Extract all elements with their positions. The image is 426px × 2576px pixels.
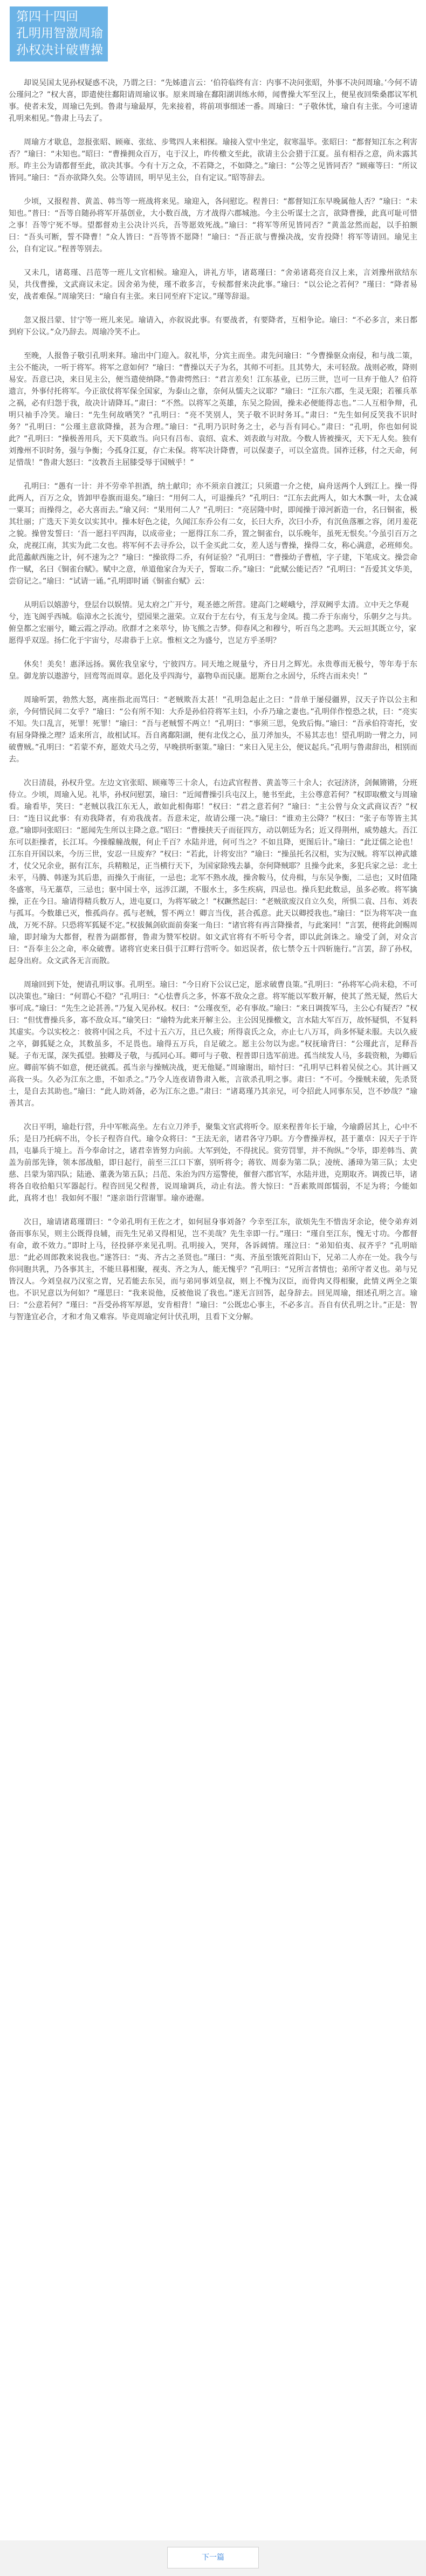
paragraph: 次日平明，瑜赴行营，升中军帐高坐。左右立刀斧手，聚集文官武将听令。原来程普年长于瑜，今瑜爵居其上，心中不乐；是日乃托病不出，令长子程咨自代。瑜令众将曰：“王法无亲，诸君各守乃职。方今曹操弄权，甚于董卓：囚天子于许昌，屯暴兵于境上。吾今奉命讨之，诸君幸皆努力向前。大军到处，不得扰民。赏劳罚罪，并不徇纵。”令毕，即差韩当、黄盖为前部先锋，领本部战船，即日起行，前至三江口下寨，别听将令；蒋钦、周泰为第二队；凌统、潘璋为第三队；太史慈、吕蒙为第四队；陆逊、董袭为第五队；吕范、朱治为四方巡警使，催督六郡官军，水陆并进，克期取齐。调拨已毕，诸将各自收拾船只军器起行。程咨回见父程普，说周瑜调兵，动止有法。普大惊曰：“吾素欺周郎懦弱，不足为将；今能如此，真将才也！我如何不服！”遂亲诣行营谢罪。瑜亦逊谢。 bbox=[9, 1123, 417, 1203]
paragraph: 又未几，诸葛瑾、吕范等一班儿文官相候。瑜迎入，讲礼方毕，诸葛瑾曰：“舍弟诸葛亮自汉上来，言刘豫州欲结东吴，共伐曹操，文武商议未定。因舍弟为使，瑾不敢多言，专候都督来决此事。”瑜曰：“以公论之若何？”瑾曰：“降者易安，战者难保。”周瑜笑曰：“瑜自有主张。来日同至府下定议。”瑾等辞退。 bbox=[9, 269, 417, 301]
paragraph: 少顷，又报程普、黄盖、韩当等一班战将来见。瑜迎入，各问慰讫。程普曰：“都督知江东早晚属他人否？”瑜曰：“未知也。”普曰：“吾等自随孙将军开基创业，大小数百战，方才战得六郡城池。今主公听谋士之言，欲降曹操，此真可耻可惜之事！吾等宁死不辱。望都督劝主公决计兴兵，吾等愿效死战。”瑜曰：“将军等所见皆同否？”黄盖忿然而起，以手拍额曰：“吾头可断，誓不降曹！”众人皆曰：“吾等皆不愿降！”瑜曰：“吾正欲与曹操决战，安肯投降！将军等请回。瑜见主公，自有定议。”程普等别去。 bbox=[9, 197, 417, 254]
paragraph: 忽又报吕蒙、甘宁等一班儿来见。瑜请入，亦叙说此事。有要战者，有要降者，互相争论。瑜曰：“不必多言，来日都到府下公议。”众乃辞去。周瑜冷笑不止。 bbox=[9, 316, 417, 337]
paragraph: 周瑜听罢，勃然大怒，离座指北而骂曰：“老贼欺吾太甚！”孔明急起止之曰：“昔单于屡侵疆界，汉天子许以公主和亲，今何惜民间二女乎？”瑜曰：“公有所不知：大乔是孙伯符将军主妇，小乔乃瑜之妻也。”孔明佯作惶恐之状，曰：“亮实不知。失口乱言，死罪！死罪！”瑜曰：“吾与老贼誓不两立！”孔明曰：“事须三思，免致后悔。”瑜曰：“吾承伯符寄托，安有屈身降操之理？适来所言，故相试耳。吾自离鄱阳湖，便有北伐之心，虽刀斧加头，不易其志也！望孔明助一臂之力，同破曹贼。”孔明曰：“若蒙不弃，愿效犬马之劳，早晚拱听驱策。”瑜曰：“来日入见主公，便议起兵。”孔明与鲁肃辞出，相别而去。 bbox=[9, 696, 417, 764]
paragraph: 休矣！美矣！惠泽远扬。翼佐我皇家兮，宁彼四方。同天地之规量兮，齐日月之辉光。永贵尊而无极兮，等年寿于东皇。御龙旂以遨游兮，回鸾驾而周章。恩化及乎四海兮，嘉物阜而民康。愿斯台之永固兮，乐终古而未央！” bbox=[9, 660, 417, 681]
paragraph: 次日清晨，孙权升堂。左边文官张昭、顾雍等三十余人，右边武官程普、黄盖等三十余人；衣冠济济，剑佩锵锵，分班侍立。少顷，周瑜入见。礼毕，孙权问慰罢，瑜曰：“近闻曹操引兵屯汉上，驰书至此，主公尊意若何？”权即取檄文与周瑜看。瑜看毕，笑曰：“老贼以我江东无人，敢如此相侮耶！”权曰：“君之意若何？”瑜曰：“主公曾与众文武商议否？”权曰：“连日议此事：有劝我降者，有劝我战者。吾意未定，故请公瑾一决。”瑜曰：“谁劝主公降？”权曰：“张子布等皆主其意。”瑜即问张昭曰：“愿闻先生所以主降之意。”昭曰：“曹操挟天子而征四方，动以朝廷为名；近又得荆州，威势越大。吾江东可以拒操者，长江耳。今操艨艟战舰，何止千百？水陆并进，何可当之？不如且降，更图后计。”瑜曰：“此迂儒之论也！江东自开国以来，今历三世，安忍一旦废弃？”权曰：“若此，计将安出？”瑜曰：“操虽托名汉相，实为汉贼。将军以神武雄才，仗父兄余业，据有江东，兵精粮足，正当横行天下，为国家除残去暴，奈何降贼耶？且操今此来，多犯兵家之忌：北土未平，马腾、韩遂为其后患，而操久于南征，一忌也；北军不熟水战，操舍鞍马，仗舟楫，与东吴争衡，二忌也；又时值隆冬盛寒，马无藁草，三忌也；驱中国士卒，远涉江湖，不服水土，多生疾病，四忌也。操兵犯此数忌，虽多必败。将军擒操，正在今日。瑜请得精兵数万人，进屯夏口，为将军破之！”权蹶然起曰：“老贼欲废汉自立久矣，所惧二袁、吕布、刘表与孤耳。今数雄已灭，惟孤尚存。孤与老贼，誓不两立！卿言当伐，甚合孤意。此天以卿授我也。”瑜曰：“臣为将军决一血战，万死不辞。只恐将军狐疑不定。”权拔佩剑砍面前奏案一角曰：“诸官将有再言降操者，与此案同！”言罢，便将此剑赐周瑜，即封瑜为大都督，程普为副都督，鲁肃为赞军校尉。如文武官将有不听号令者，即以此剑诛之。瑜受了剑，对众言曰：“吾奉主公之命，率众破曹。诸将官吏来日俱于江畔行营听令。如迟误者，依七禁令五十四斩施行。”言罢，辞了孙权，起身出府。众文武各无言而散。 bbox=[9, 779, 417, 965]
chapter-number: 第四十四回 bbox=[16, 10, 78, 24]
chapter-content bbox=[9, 77, 417, 2537]
chapter-title-box bbox=[10, 6, 108, 61]
next-chapter-button[interactable]: 下一篇 bbox=[167, 2547, 259, 2568]
paragraph: 周瑜回到下处，便请孔明议事。孔明至。瑜曰：“今日府下公议已定，愿求破曹良策。”孔明曰：“孙将军心尚未稳，不可以决策也。”瑜曰：“何谓心不稳？”孔明曰：“心怯曹兵之多，怀寡不敌众之意。将军能以军数开解，使其了然无疑，然后大事可成。”瑜曰：“先生之论甚善。”乃复入见孙权。权曰：“公瑾夜至，必有事故。”瑜曰：“来日调拨军马，主公心有疑否？”权曰：“但忧曹操兵多，寡不敌众耳。”瑜笑曰：“瑜特为此来开解主公。主公因见操檄文，言水陆大军百万，故怀疑惧，不复料其虚实。今以实校之：彼将中国之兵，不过十五六万，且已久疲；所得袁氏之众，亦止七八万耳，尚多怀疑未服。夫以久疲之卒，御狐疑之众，其数虽多，不足畏也。瑜得五万兵，自足破之。愿主公勿以为虑。”权抚瑜背曰：“公瑾此言，足释吾疑。子布无谋，深失孤望。独卿及子敬，与孤同心耳。卿可与子敬、程普即日选军前进。孤当续发人马，多载资粮，为卿后应。卿前军倘不如意，便还就孤。孤当亲与操贼决战，更无他疑。”周瑜谢出，暗忖曰：“孔明早已料着吴侯之心。其计画又高我一头。久必为江东之患，不如杀之。”乃令人连夜请鲁肃入帐，言欲杀孔明之事。肃曰：“不可。今操贼未破，先杀贤士，是自去其助也。”瑜曰：“此人助刘备，必为江东之患。”肃曰：“诸葛瑾乃其亲兄，可令招此人同事东吴，岂不妙哉？”瑜善其言。 bbox=[9, 981, 417, 1108]
paragraph: 至晚，人报鲁子敬引孔明来拜。瑜出中门迎入。叙礼毕，分宾主而坐。肃先问瑜曰：“今曹操驱众南侵，和与战二策，主公不能决，一听于将军。将军之意如何？”瑜曰：“曹操以天子为名，其师不可拒。且其势大，未可轻敌。战则必败，降则易安。吾意已决，来日见主公，便当遣使纳降。”鲁肃愕然曰：“君言差矣！江东基业，已历三世，岂可一旦弃于他人？伯符遗言，外事付托将军。今正欲仗将军保全国家，为泰山之靠，奈何从懦夫之议耶？”瑜曰：“江东六郡，生灵无限；若罹兵革之祸，必有归怨于我，故决计请降耳。”肃曰：“不然。以将军之英雄，东吴之险固，操未必便能得志也。”二人互相争辩，孔明只袖手冷笑。瑜曰：“先生何故哂笑？”孔明曰：“亮不笑别人，笑子敬不识时务耳。”肃曰：“先生如何反笑我不识时务？”孔明曰：“公瑾主意欲降操，甚为合理。”瑜曰：“孔明乃识时务之士，必与吾有同心。”肃曰：“孔明，你也如何说此？”孔明曰：“操极善用兵，天下莫敢当。向只有吕布、袁绍、袁术、刘表敢与对敌。今数人皆被操灭，天下无人矣。独有刘豫州不识时务，强与争衡；今孤身江夏，存亡未保。将军决计降曹，可以保妻子，可以全富贵。国祚迁移，付之天命，何足惜哉！”鲁肃大怒曰：“汝教吾主屈膝受辱于国贼乎！” bbox=[9, 352, 417, 467]
paragraph: 却说吴国太见孙权疑惑不决，乃谓之曰：“先姊遗言云：‘伯符临终有言：内事不决问张昭，外事不决问周瑜。’今何不请公瑾问之？”权大喜，即遣使往鄱阳请周瑜议事。原来周瑜在鄱阳湖训练水师，闻曹操大军至汉上，便星夜回柴桑郡议军机事。使者未发，周瑜已先到。鲁肃与瑜最厚，先来接着，将前项事细述一番。周瑜曰：“子敬休忧，瑜自有主张。今可速请孔明来相见。”鲁肃上马去了。 bbox=[9, 79, 417, 123]
chapter-title-line-1: 孔明用智激周瑜 bbox=[16, 26, 103, 40]
footer-bar bbox=[0, 2540, 426, 2576]
paragraph: 次日，瑜请诸葛瑾谓曰：“令弟孔明有王佐之才，如何屈身事刘备？今幸至江东，欲烦先生不惜齿牙余论，使令弟弃刘备而事东吴，则主公既得良辅，而先生兄弟又得相见，岂不美哉？先生幸即一行。”瑾曰：“瑾自至江东，愧无寸功。今都督有命，敢不效力。”即时上马，径投驿亭来见孔明。孔明接入，哭拜，各诉阔情。瑾泣曰：“弟知伯夷、叔齐乎？”孔明暗思：“此必周郎教来说我也。”遂答曰：“夷、齐古之圣贤也。”瑾曰：“夷、齐虽至饿死首阳山下，兄弟二人亦在一处。我今与你同胞共乳，乃各事其主，不能旦暮相聚，视夷、齐之为人，能无愧乎？”孔明曰：“兄所言者情也；弟所守者义也。弟与兄皆汉人。今刘皇叔乃汉室之胄，兄若能去东吴，而与弟同事刘皇叔，则上不愧为汉臣，而骨肉又得相聚，此情义两全之策也。不识兄意以为何如？”瑾思曰：“我来说他，反被他说了我也。”遂无言回答，起身辞去。回见周瑜，细述孔明之言。瑜曰：“公意若何？”瑾曰：“吾受孙将军厚恩，安肯相背！”瑜曰：“公既忠心事主，不必多言。吾自有伏孔明之计。”正是：智与智逢宜必合，才和才角又难容。毕竟周瑜定何计伏孔明，且看下文分解。 bbox=[9, 1218, 417, 1321]
paragraph: 孔明曰：“愚有一计：并不劳牵羊担酒，纳土献印；亦不须亲自渡江；只须遣一介之使，扁舟送两个人到江上。操一得此两人，百万之众，皆卸甲卷旗而退矣。”瑜曰：“用何二人，可退操兵？”孔明曰：“江东去此两人，如大木飘一叶，太仓减一粟耳；而操得之，必大喜而去。”瑜又问：“果用何二人？”孔明曰：“亮居隆中时，即闻操于漳河新造一台，名曰铜雀，极其壮丽；广选天下美女以实其中。操本好色之徒，久闻江东乔公有二女，长曰大乔，次曰小乔，有沉鱼落雁之容，闭月羞花之貌。操曾发誓曰：‘吾一愿扫平四海，以成帝业；一愿得江东二乔，置之铜雀台，以乐晚年，虽死无恨矣。’今虽引百万之众，虎视江南，其实为此二女也。将军何不去寻乔公，以千金买此二女，差人送与曹操，操得二女，称心满意，必班师矣。此范蠡献西施之计，何不速为之？”瑜曰：“操欲得二乔，有何证验？”孔明曰：“曹操幼子曹植，字子建，下笔成文。操尝命作一赋，名曰《铜雀台赋》。赋中之意，单道他家合为天子，誓取二乔。”瑜曰：“此赋公能记否？”孔明曰：“吾爱其文华美，尝窃记之。”瑜曰：“试请一诵。”孔明即时诵《铜雀台赋》云： bbox=[9, 482, 417, 586]
chapter-title-line-2: 孙权决计破曹操 bbox=[16, 43, 103, 57]
paragraph: 周瑜方才歇息，忽报张昭、顾雍、张纮、步骘四人来相探。瑜接入堂中坐定，叙寒温毕。张昭曰：“都督知江东之利害否？”瑜曰：“未知也。”昭曰：“曹操拥众百万，屯于汉上，昨传檄文至此，欲请主公会猎于江夏。虽有相吞之意，尚未露其形。昨主公为请都督至此，欲决其事。今有十万之众，不若降之，不如降之。”瑜曰：“公等之见皆同否？”顾雍等曰：“所议皆同。”瑜曰：“吾亦欲降久矣。公等请回，明早见主公，自有定议。”昭等辞去。 bbox=[9, 138, 417, 182]
poem-copper-sparrow-terrace: 从明后以嬉游兮，登层台以娱情。见太府之广开兮，观圣德之所营。建高门之嵯峨兮，浮双阙乎太清。立中天之华观兮，连飞阁乎西城。临漳水之长流兮，望园果之滋荣。立双台于左右兮，有玉龙与金凤。揽二乔于东南兮，乐朝夕之与共。俯皇都之宏丽兮，瞰云霞之浮动。欣群才之来萃兮，协飞熊之吉梦。仰春风之和穆兮，听百鸟之悲鸣。天云垣其既立兮，家愿得乎双逞。扬仁化于宇宙兮，尽肃恭于上京。惟桓文之为盛兮，岂足方乎圣明？ bbox=[9, 601, 416, 645]
